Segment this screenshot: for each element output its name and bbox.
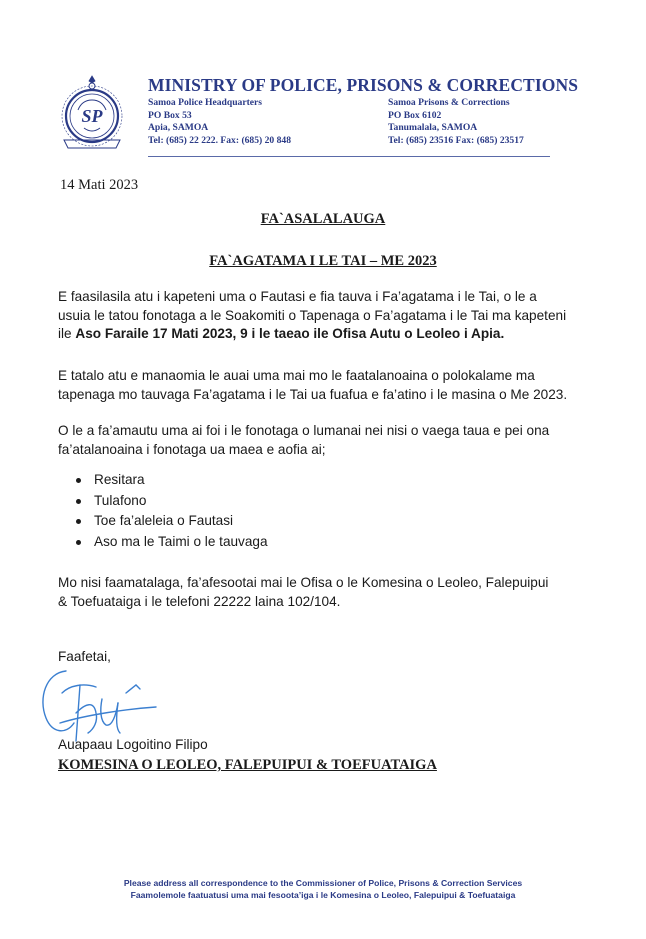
text-line: Mo nisi faamatalaga, fa’afesootai mai le Ofisa o le Komesina o Leoleo, Falepuipui [58, 575, 549, 590]
signer-title: KOMESINA O LEOLEO, FALEPUIPUI & TOEFUATAIGA [58, 757, 437, 773]
list-item: Tulafono [76, 491, 268, 512]
svg-text:SP: SP [81, 106, 103, 126]
agenda-list [76, 470, 268, 552]
prisons-address [388, 97, 524, 147]
ministry-title: MINISTRY OF POLICE, PRISONS & CORRECTIONS [148, 75, 579, 95]
list-item: Resitara [76, 470, 268, 491]
text-fragment: ile [58, 326, 76, 341]
text-line: tapenaga mo tauvaga Fa’agatama i le Tai ua fuafua e fa’atino i le masina o Me 2023. [58, 386, 568, 402]
event-heading: FA`AGATAMA I LE TAI – ME 2023 [209, 253, 437, 269]
closing: Faafetai, [58, 649, 111, 664]
meeting-datetime: Aso Faraile 17 Mati 2023, 9 i le taeao ile Ofisa Autu o Leoleo i Apia. [75, 326, 505, 341]
address-line: Apia, SAMOA [148, 122, 209, 134]
police-seal-icon [54, 72, 130, 160]
contact-line: Tel: (685) 22 222. Fax: (685) 20 848 [148, 134, 292, 146]
letterhead-divider [148, 156, 550, 157]
text-line: & Toefuataiga i le telefoni 22222 laina 102/104. [58, 593, 341, 609]
police-hq-address [148, 97, 291, 147]
paragraph-attendance [58, 367, 598, 404]
text-line [58, 325, 598, 344]
paragraph-contact [58, 574, 598, 611]
list-item: Aso ma le Taimi o le tauvaga [76, 532, 268, 553]
signature-image [36, 663, 176, 748]
text-line: E faasilasila atu i kapeteni uma o Fautasi e fia tauva i Fa’agatama i le Tai, o le a [58, 289, 537, 304]
list-item: Toe fa’aleleia o Fautasi [76, 511, 268, 532]
contact-line: Tel: (685) 23516 Fax: (685) 23517 [388, 134, 524, 146]
text-line: fa’atalanoaina i fonotaga ua maea e aofia ai; [58, 441, 326, 457]
address-line: PO Box 6102 [388, 109, 442, 121]
signer-name: Auapaau Logoitino Filipo [58, 737, 208, 752]
text-line: E tatalo atu e manaomia le auai uma mai mo le faatalanoaina o polokalame ma [58, 368, 535, 383]
paragraph-agenda-intro [58, 422, 598, 459]
address-line: Samoa Prisons & Corrections [388, 97, 510, 108]
footer-english: Please address all correspondence to the Commissioner of Police, Prisons & Correction Services [123, 878, 523, 888]
address-line: Tanumalala, SAMOA [388, 122, 478, 134]
footer-samoan: Faamolemole faatuatusi uma mai fesoota’iga i le Komesina o Leoleo, Falepuipui & Toefuataiga [130, 890, 516, 900]
letter-date: 14 Mati 2023 [60, 177, 139, 193]
text-line: O le a fa’amautu uma ai foi i le fonotaga o lumanai nei nisi o vaega taua e pei ona [58, 423, 550, 438]
notice-heading: FA`ASALALAUGA [260, 211, 386, 227]
address-line: Samoa Police Headquarters [148, 97, 263, 108]
text-line: usuia le tatou fonotaga a le Soakomiti o Tapenaga o Fa’agatama i le Tai ma kapeteni [58, 307, 567, 323]
address-line: PO Box 53 [148, 109, 192, 121]
paragraph-meeting-notice [58, 288, 598, 344]
